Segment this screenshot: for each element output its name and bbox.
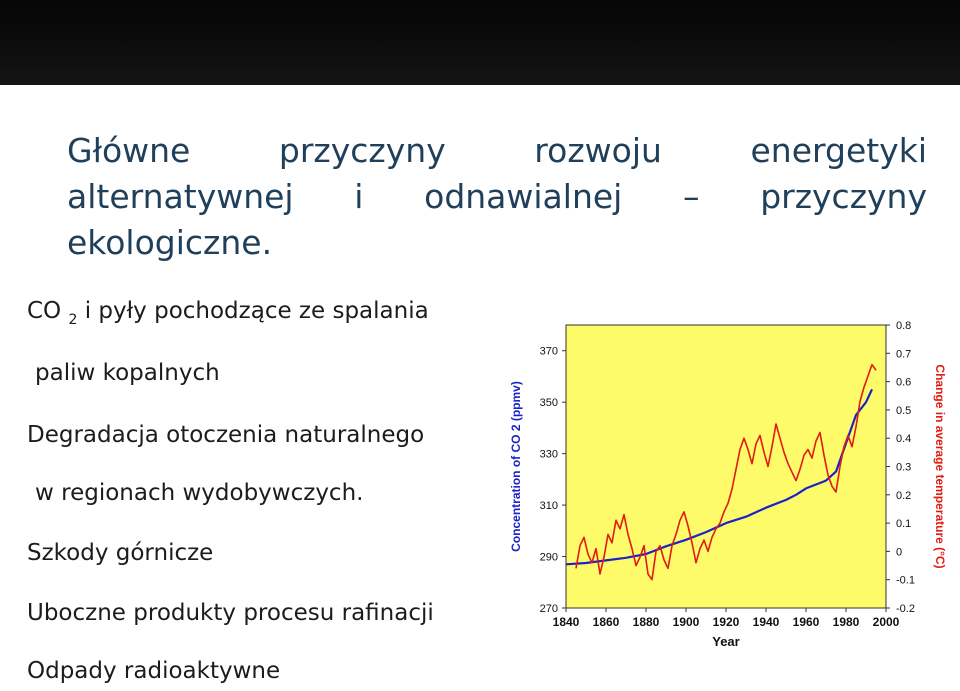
right-tick-label: -0.1 [896, 574, 915, 587]
x-tick-label: 1840 [552, 615, 580, 629]
bullet-item: Odpady radioaktywne [27, 658, 281, 684]
x-tick-label: 1940 [752, 615, 780, 629]
left-tick-label: 270 [539, 603, 558, 615]
right-axis-label: Change in average temperature (°C) [933, 364, 947, 569]
right-tick-label: 0.8 [896, 320, 912, 332]
co2-temperature-chart [500, 310, 950, 655]
x-tick-label: 1880 [632, 615, 660, 629]
co2-subscript: 2 [68, 312, 78, 328]
bullet-item: w regionach wydobywczych. [35, 480, 364, 506]
slide-top-band [0, 0, 960, 85]
x-tick-label: 1980 [832, 615, 860, 629]
x-tick-label: 1900 [672, 615, 700, 629]
bullet-text: i pyły pochodzące ze spalania [77, 298, 429, 324]
bullet-item: Degradacja otoczenia naturalnego [27, 422, 425, 448]
left-tick-label: 290 [539, 551, 558, 564]
right-tick-label: -0.2 [896, 603, 915, 615]
x-tick-label: 1920 [712, 615, 740, 629]
bullet-item: Uboczne produkty procesu rafinacji [27, 600, 434, 626]
slide-title-line: Główne przyczyny rozwoju energetyki [67, 131, 927, 170]
right-tick-label: 0.5 [896, 404, 912, 417]
bullet-text: CO [27, 298, 62, 324]
chart-svg [500, 310, 950, 655]
right-tick-label: 0.1 [896, 518, 912, 531]
slide-title [67, 128, 927, 266]
slide-title-line: ekologiczne. [67, 223, 273, 262]
x-tick-label: 1960 [792, 615, 820, 629]
left-tick-label: 330 [539, 448, 558, 461]
bullet-item: Szkody górnicze [27, 540, 214, 566]
right-tick-label: 0 [896, 546, 903, 559]
bullet-item: paliw kopalnych [35, 360, 220, 386]
right-tick-label: 0.2 [896, 489, 912, 502]
left-tick-label: 350 [539, 397, 558, 410]
x-tick-label: 2000 [872, 615, 900, 629]
x-tick-label: 1860 [592, 615, 620, 629]
x-axis-label: Year [712, 634, 740, 649]
right-tick-label: 0.3 [896, 461, 912, 474]
right-tick-label: 0.4 [896, 433, 912, 446]
bullet-co2 [27, 298, 429, 328]
right-tick-label: 0.6 [896, 376, 912, 389]
left-tick-label: 370 [539, 345, 558, 358]
right-tick-label: 0.7 [896, 348, 912, 361]
slide-title-line: alternatywnej i odnawialnej – przyczyny [67, 177, 927, 216]
left-axis-label: Concentration of CO 2 (ppmv) [509, 381, 523, 552]
left-tick-label: 310 [539, 500, 558, 513]
